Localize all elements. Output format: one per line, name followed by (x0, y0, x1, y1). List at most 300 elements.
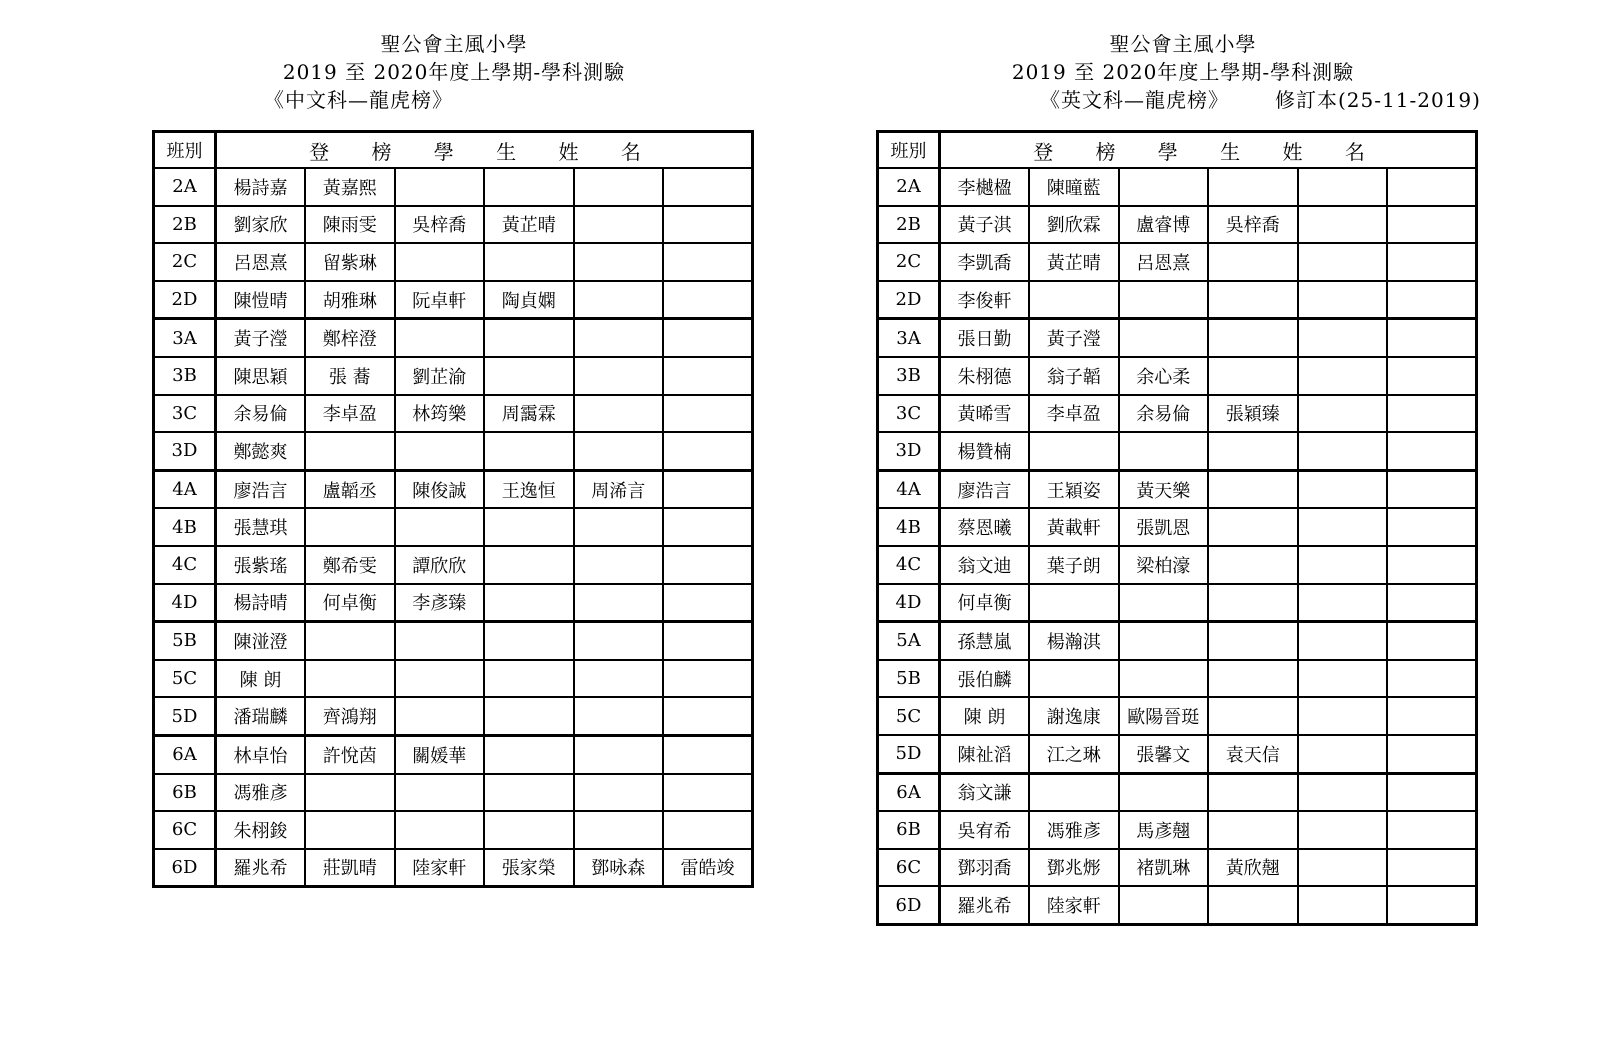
student-name-cell (663, 546, 753, 584)
student-name-cell (1387, 849, 1477, 887)
student-name-cell (663, 811, 753, 849)
class-cell: 2A (878, 168, 940, 206)
student-name-cell: 鄧羽喬 (940, 849, 1030, 887)
student-name-cell: 黃子瀅 (1029, 319, 1119, 357)
student-name-cell: 潘瑞麟 (216, 697, 306, 735)
student-name-cell: 劉欣霖 (1029, 206, 1119, 244)
student-name-cell (1387, 773, 1477, 811)
table-row (878, 243, 1477, 281)
table-row (878, 470, 1477, 508)
student-name-cell (1387, 546, 1477, 584)
table-row (878, 697, 1477, 735)
class-cell: 3A (154, 319, 216, 357)
table-row (878, 773, 1477, 811)
student-name-cell: 蔡恩曦 (940, 508, 1030, 546)
student-name-cell (663, 281, 753, 319)
student-name-cell (574, 697, 664, 735)
student-name-cell: 馮雅彥 (216, 774, 306, 812)
student-name-cell: 呂恩熹 (1119, 243, 1209, 281)
revision-label: 修訂本(25-11-2019) (1275, 88, 1481, 112)
student-name-cell (395, 697, 485, 735)
student-name-cell (574, 774, 664, 812)
table-header-row (154, 132, 753, 169)
student-name-cell (484, 243, 574, 281)
student-name-cell: 鄭梓澄 (305, 319, 395, 357)
table-row (154, 470, 753, 508)
student-name-cell: 李俊軒 (940, 281, 1030, 319)
student-name-cell (1387, 622, 1477, 660)
student-name-cell (395, 811, 485, 849)
class-cell: 2B (878, 206, 940, 244)
term-title: 2019 至 2020年度上學期-學科測驗 (1011, 60, 1355, 84)
student-name-cell: 周靄霖 (484, 395, 574, 433)
student-name-cell (1298, 206, 1388, 244)
student-name-cell (663, 243, 753, 281)
student-name-cell (1298, 660, 1388, 698)
table-row (154, 508, 753, 546)
table-row (154, 811, 753, 849)
student-name-cell (574, 357, 664, 395)
student-name-cell: 楊瀚淇 (1029, 622, 1119, 660)
student-name-cell (1387, 395, 1477, 433)
student-name-cell: 陳愷晴 (216, 281, 306, 319)
class-cell: 4D (154, 584, 216, 622)
table-row (154, 660, 753, 698)
table-row (154, 357, 753, 395)
table-row (878, 168, 1477, 206)
student-name-cell (1387, 206, 1477, 244)
class-cell: 2C (154, 243, 216, 281)
student-name-cell: 余易倫 (216, 395, 306, 433)
student-name-cell (395, 319, 485, 357)
table-row (878, 357, 1477, 395)
student-name-cell (1208, 546, 1298, 584)
student-name-cell (1387, 357, 1477, 395)
student-name-cell: 林卓怡 (216, 735, 306, 773)
student-name-cell (574, 622, 664, 660)
student-name-cell (574, 508, 664, 546)
student-name-cell: 留紫琳 (305, 243, 395, 281)
student-name-cell (663, 206, 753, 244)
student-name-cell (1298, 281, 1388, 319)
student-name-cell (574, 281, 664, 319)
student-name-cell (1119, 773, 1209, 811)
table-header-row (878, 132, 1477, 169)
student-name-cell (1298, 622, 1388, 660)
class-cell: 3B (878, 357, 940, 395)
student-name-cell (395, 243, 485, 281)
student-name-cell: 朱栩鋑 (216, 811, 306, 849)
student-name-cell (305, 811, 395, 849)
subject-title-line (876, 86, 1490, 114)
student-name-cell: 阮卓軒 (395, 281, 485, 319)
student-name-cell (1029, 281, 1119, 319)
student-name-cell (1298, 395, 1388, 433)
student-name-cell (1208, 622, 1298, 660)
student-name-cell (395, 432, 485, 470)
english-table (876, 130, 1478, 926)
student-name-cell: 黃子瀅 (216, 319, 306, 357)
subject-title: 《英文科—龍虎榜》 (1040, 88, 1229, 112)
student-name-cell: 胡雅琳 (305, 281, 395, 319)
table-row (878, 281, 1477, 319)
student-name-cell: 黃欣翹 (1208, 849, 1298, 887)
student-name-cell: 黃芷晴 (484, 206, 574, 244)
student-name-cell: 陳祉滔 (940, 735, 1030, 773)
table-row (878, 319, 1477, 357)
student-name-cell (305, 622, 395, 660)
student-name-cell: 黃嘉熙 (305, 168, 395, 206)
student-name-cell: 劉芷渝 (395, 357, 485, 395)
class-cell: 5D (878, 735, 940, 773)
table-row (878, 849, 1477, 887)
student-name-cell: 林筠樂 (395, 395, 485, 433)
student-name-cell (484, 774, 574, 812)
student-name-cell (305, 660, 395, 698)
student-name-cell (663, 584, 753, 622)
student-name-cell: 黃晞雪 (940, 395, 1030, 433)
table-row (154, 206, 753, 244)
student-name-cell (1208, 811, 1298, 849)
student-name-cell (1208, 168, 1298, 206)
class-cell: 6D (878, 886, 940, 924)
student-name-cell (663, 774, 753, 812)
student-name-cell (663, 432, 753, 470)
student-name-cell: 呂恩熹 (216, 243, 306, 281)
student-name-cell: 鄭希雯 (305, 546, 395, 584)
class-cell: 5A (878, 622, 940, 660)
student-name-cell: 葉子朗 (1029, 546, 1119, 584)
student-name-cell: 鄧咏森 (574, 849, 664, 887)
student-name-cell (1298, 546, 1388, 584)
student-name-cell (484, 660, 574, 698)
student-name-cell (1029, 584, 1119, 622)
student-name-cell: 何卓衡 (305, 584, 395, 622)
student-name-cell: 朱栩德 (940, 357, 1030, 395)
student-name-cell: 齊鴻翔 (305, 697, 395, 735)
table-row (154, 735, 753, 773)
student-name-cell (663, 660, 753, 698)
class-cell: 2B (154, 206, 216, 244)
student-name-cell (1387, 697, 1477, 735)
student-name-cell: 黃芷晴 (1029, 243, 1119, 281)
table-row (154, 849, 753, 887)
school-name: 聖公會主風小學 (1109, 32, 1257, 56)
class-cell: 6A (154, 735, 216, 773)
student-name-cell: 盧韜丞 (305, 470, 395, 508)
student-name-cell (484, 432, 574, 470)
student-name-cell (1387, 886, 1477, 924)
student-name-cell: 鄭懿爽 (216, 432, 306, 470)
student-name-cell: 陸家軒 (1029, 886, 1119, 924)
student-name-cell (1298, 584, 1388, 622)
student-name-cell: 張凱恩 (1119, 508, 1209, 546)
table-row (154, 319, 753, 357)
student-name-cell (1208, 243, 1298, 281)
table-row (154, 395, 753, 433)
student-name-cell (1208, 508, 1298, 546)
table-row (154, 584, 753, 622)
student-name-cell (484, 546, 574, 584)
class-cell: 4D (878, 584, 940, 622)
student-name-cell (574, 206, 664, 244)
table-row (878, 584, 1477, 622)
student-name-cell: 張伯麟 (940, 660, 1030, 698)
student-name-cell (484, 508, 574, 546)
student-name-cell (1208, 773, 1298, 811)
student-name-cell: 李彥臻 (395, 584, 485, 622)
class-cell: 4A (878, 470, 940, 508)
student-name-cell (395, 508, 485, 546)
student-name-cell: 盧睿博 (1119, 206, 1209, 244)
student-name-cell (1298, 432, 1388, 470)
student-name-cell: 江之琳 (1029, 735, 1119, 773)
column-header-names: 登 榜 學 生 姓 名 (216, 132, 753, 169)
table-row (878, 432, 1477, 470)
student-name-cell: 吳梓喬 (395, 206, 485, 244)
student-name-cell (1208, 432, 1298, 470)
student-name-cell (484, 811, 574, 849)
student-name-cell: 黃載軒 (1029, 508, 1119, 546)
student-name-cell (1298, 168, 1388, 206)
table-row (878, 660, 1477, 698)
student-name-cell: 張馨文 (1119, 735, 1209, 773)
student-name-cell: 楊贊楠 (940, 432, 1030, 470)
student-name-cell: 馬彥翹 (1119, 811, 1209, 849)
student-name-cell: 何卓衡 (940, 584, 1030, 622)
student-name-cell: 王逸恒 (484, 470, 574, 508)
student-name-cell: 張穎臻 (1208, 395, 1298, 433)
class-cell: 6C (154, 811, 216, 849)
student-name-cell (1208, 697, 1298, 735)
student-name-cell (1298, 319, 1388, 357)
student-name-cell: 陶貞嫻 (484, 281, 574, 319)
student-name-cell: 陳 朗 (940, 697, 1030, 735)
student-name-cell: 吳宥希 (940, 811, 1030, 849)
student-name-cell (574, 584, 664, 622)
class-cell: 3C (154, 395, 216, 433)
student-name-cell (574, 660, 664, 698)
english-header (876, 30, 1490, 114)
student-name-cell (1119, 319, 1209, 357)
student-name-cell (1298, 886, 1388, 924)
student-name-cell: 李卓盈 (305, 395, 395, 433)
student-name-cell (1208, 319, 1298, 357)
student-name-cell (1119, 432, 1209, 470)
student-name-cell (484, 357, 574, 395)
student-name-cell (574, 735, 664, 773)
class-cell: 4A (154, 470, 216, 508)
student-name-cell (484, 622, 574, 660)
student-name-cell (1208, 470, 1298, 508)
class-cell: 5B (878, 660, 940, 698)
student-name-cell (1387, 811, 1477, 849)
table-row (154, 168, 753, 206)
class-cell: 6B (878, 811, 940, 849)
class-cell: 3D (878, 432, 940, 470)
student-name-cell (574, 395, 664, 433)
student-name-cell (1208, 281, 1298, 319)
student-name-cell: 陳雨雯 (305, 206, 395, 244)
student-name-cell (1208, 660, 1298, 698)
table-row (154, 697, 753, 735)
student-name-cell (395, 774, 485, 812)
student-name-cell (1387, 584, 1477, 622)
student-name-cell (574, 243, 664, 281)
student-name-cell (663, 319, 753, 357)
student-name-cell: 張 蕎 (305, 357, 395, 395)
table-row (878, 735, 1477, 773)
student-name-cell (663, 357, 753, 395)
student-name-cell (574, 319, 664, 357)
student-name-cell (1029, 660, 1119, 698)
student-name-cell: 歐陽晉珽 (1119, 697, 1209, 735)
student-name-cell (1387, 432, 1477, 470)
student-name-cell: 梁柏濠 (1119, 546, 1209, 584)
class-cell: 6D (154, 849, 216, 887)
student-name-cell (1298, 508, 1388, 546)
chinese-header (152, 30, 756, 114)
term-title: 2019 至 2020年度上學期-學科測驗 (282, 60, 626, 84)
student-name-cell: 李凱喬 (940, 243, 1030, 281)
student-name-cell: 陳 朗 (216, 660, 306, 698)
student-name-cell (395, 660, 485, 698)
student-name-cell: 黃天樂 (1119, 470, 1209, 508)
table-row (154, 622, 753, 660)
student-name-cell (1119, 886, 1209, 924)
student-name-cell (305, 508, 395, 546)
student-name-cell (663, 622, 753, 660)
student-name-cell: 陸家軒 (395, 849, 485, 887)
student-name-cell (1387, 508, 1477, 546)
class-cell: 6B (154, 774, 216, 812)
student-name-cell (1208, 584, 1298, 622)
student-name-cell: 關媛華 (395, 735, 485, 773)
class-cell: 2D (878, 281, 940, 319)
student-name-cell: 李樾楹 (940, 168, 1030, 206)
student-name-cell (484, 319, 574, 357)
student-name-cell (574, 811, 664, 849)
student-name-cell: 楊詩晴 (216, 584, 306, 622)
class-cell: 3D (154, 432, 216, 470)
column-header-class: 班別 (878, 132, 940, 169)
student-name-cell: 孫慧嵐 (940, 622, 1030, 660)
student-name-cell: 廖浩言 (940, 470, 1030, 508)
student-name-cell (1387, 470, 1477, 508)
class-cell: 3C (878, 395, 940, 433)
student-name-cell: 余心柔 (1119, 357, 1209, 395)
student-name-cell: 王穎姿 (1029, 470, 1119, 508)
class-cell: 2D (154, 281, 216, 319)
class-cell: 6C (878, 849, 940, 887)
student-name-cell (1387, 281, 1477, 319)
class-cell: 4C (878, 546, 940, 584)
student-name-cell (305, 432, 395, 470)
student-name-cell (484, 584, 574, 622)
student-name-cell: 劉家欣 (216, 206, 306, 244)
student-name-cell (1119, 660, 1209, 698)
class-cell: 5C (154, 660, 216, 698)
student-name-cell (1298, 470, 1388, 508)
student-name-cell (663, 508, 753, 546)
student-name-cell: 莊凱晴 (305, 849, 395, 887)
student-name-cell (1298, 697, 1388, 735)
student-name-cell: 袁天信 (1208, 735, 1298, 773)
student-name-cell: 張慧琪 (216, 508, 306, 546)
student-name-cell (1298, 773, 1388, 811)
student-name-cell: 譚欣欣 (395, 546, 485, 584)
student-name-cell (1387, 735, 1477, 773)
class-cell: 5D (154, 697, 216, 735)
class-cell: 4B (154, 508, 216, 546)
subject-title: 《中文科—龍虎榜》 (264, 88, 453, 112)
table-row (878, 546, 1477, 584)
student-name-cell: 褚凱琳 (1119, 849, 1209, 887)
student-name-cell (1029, 773, 1119, 811)
table-row (154, 774, 753, 812)
student-name-cell: 廖浩言 (216, 470, 306, 508)
class-cell: 2A (154, 168, 216, 206)
chinese-table (152, 130, 754, 888)
student-name-cell (1029, 432, 1119, 470)
class-cell: 5C (878, 697, 940, 735)
table-row (154, 546, 753, 584)
student-name-cell (574, 432, 664, 470)
table-row (878, 886, 1477, 924)
column-header-class: 班別 (154, 132, 216, 169)
column-header-names: 登 榜 學 生 姓 名 (940, 132, 1477, 169)
student-name-cell (1119, 584, 1209, 622)
student-name-cell: 陳俊誠 (395, 470, 485, 508)
student-name-cell: 雷皓竣 (663, 849, 753, 887)
student-name-cell: 翁文謙 (940, 773, 1030, 811)
table-row (878, 508, 1477, 546)
student-name-cell (484, 697, 574, 735)
student-name-cell (1387, 660, 1477, 698)
student-name-cell (484, 735, 574, 773)
student-name-cell: 羅兆希 (216, 849, 306, 887)
student-name-cell (1119, 281, 1209, 319)
student-name-cell (1387, 319, 1477, 357)
student-name-cell: 陳湴澄 (216, 622, 306, 660)
student-name-cell: 黃子淇 (940, 206, 1030, 244)
table-row (878, 622, 1477, 660)
student-name-cell (305, 774, 395, 812)
class-cell: 5B (154, 622, 216, 660)
student-name-cell: 陳思穎 (216, 357, 306, 395)
student-name-cell (1387, 168, 1477, 206)
student-name-cell: 翁子韜 (1029, 357, 1119, 395)
student-name-cell (484, 168, 574, 206)
student-name-cell (663, 470, 753, 508)
class-cell: 6A (878, 773, 940, 811)
table-row (878, 811, 1477, 849)
student-name-cell (574, 546, 664, 584)
student-name-cell (1298, 849, 1388, 887)
student-name-cell (1208, 886, 1298, 924)
school-name: 聖公會主風小學 (380, 32, 528, 56)
student-name-cell (1298, 357, 1388, 395)
student-name-cell (574, 168, 664, 206)
class-cell: 3B (154, 357, 216, 395)
student-name-cell: 翁文迪 (940, 546, 1030, 584)
table-row (154, 243, 753, 281)
student-name-cell: 張紫瑤 (216, 546, 306, 584)
table-row (878, 395, 1477, 433)
student-name-cell (1298, 811, 1388, 849)
student-name-cell: 張日勤 (940, 319, 1030, 357)
student-name-cell: 張家榮 (484, 849, 574, 887)
